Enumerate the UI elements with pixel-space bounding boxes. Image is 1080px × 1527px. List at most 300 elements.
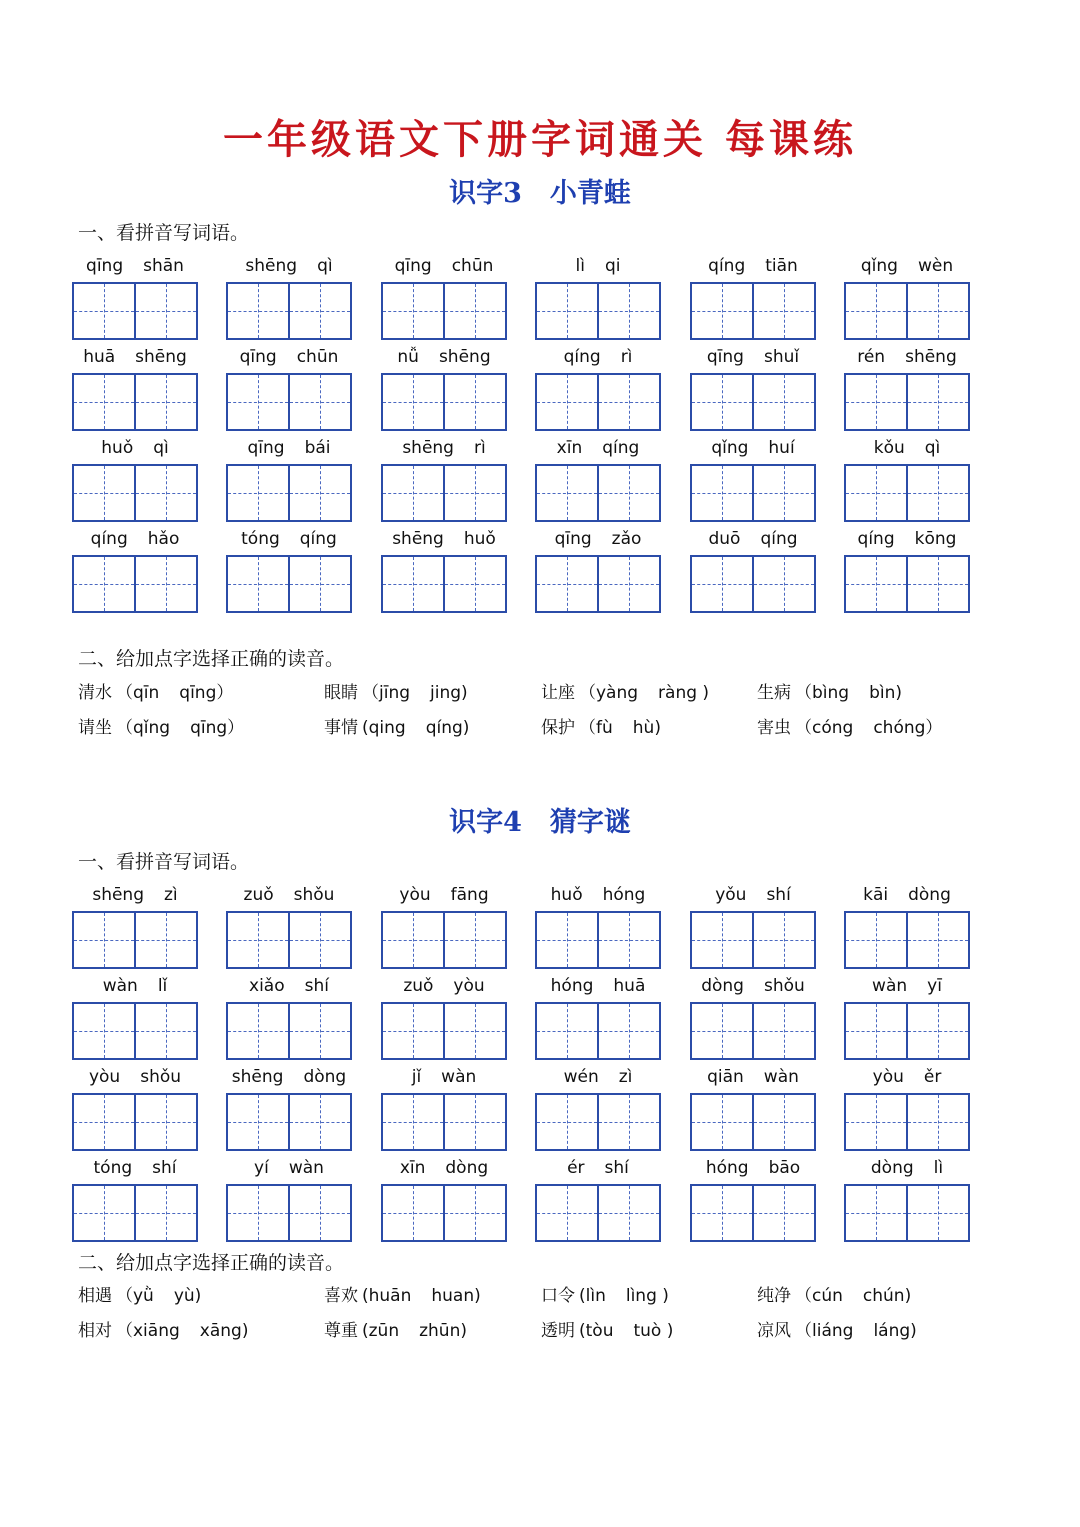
- writing-cell[interactable]: [597, 284, 659, 338]
- writing-cell[interactable]: [752, 284, 814, 338]
- pronunciation-option[interactable]: (qing: [362, 718, 406, 738]
- writing-cell[interactable]: [288, 1095, 350, 1149]
- writing-cell[interactable]: [134, 284, 196, 338]
- writing-cell[interactable]: [288, 284, 350, 338]
- word-item: [72, 253, 198, 339]
- pinyin-syllable: qīng: [554, 529, 592, 549]
- writing-cell[interactable]: [288, 1004, 350, 1058]
- writing-cell[interactable]: [537, 1004, 597, 1058]
- pinyin: [220, 882, 358, 908]
- reading-word: 让座: [541, 683, 575, 703]
- pinyin: [220, 973, 358, 999]
- writing-box[interactable]: [226, 373, 352, 431]
- reading-item: [324, 680, 468, 706]
- pronunciation-option[interactable]: qīng）: [179, 683, 234, 703]
- writing-cell[interactable]: [846, 557, 906, 611]
- writing-cell[interactable]: [383, 1186, 443, 1240]
- writing-cell[interactable]: [134, 557, 196, 611]
- writing-cell[interactable]: [74, 375, 134, 429]
- writing-cell[interactable]: [288, 913, 350, 967]
- writing-cell[interactable]: [597, 557, 659, 611]
- writing-box[interactable]: [844, 282, 970, 340]
- pinyin-syllable: dòng: [908, 885, 951, 905]
- section-heading-pinyin: 一、看拼音写词语。: [78, 222, 250, 244]
- pronunciation-option[interactable]: bìn): [869, 683, 903, 703]
- writing-box[interactable]: [690, 911, 816, 969]
- writing-cell[interactable]: [74, 557, 134, 611]
- writing-cell[interactable]: [443, 375, 505, 429]
- writing-cell[interactable]: [597, 1095, 659, 1149]
- writing-cell[interactable]: [134, 466, 196, 520]
- writing-cell[interactable]: [288, 557, 350, 611]
- reading-word: 尊重: [324, 1321, 358, 1341]
- writing-cell[interactable]: [846, 1186, 906, 1240]
- pinyin-syllable: nǚ: [397, 347, 419, 367]
- writing-cell[interactable]: [692, 1186, 752, 1240]
- reading-item: [757, 715, 942, 741]
- writing-cell[interactable]: [288, 1186, 350, 1240]
- writing-box[interactable]: [535, 1002, 661, 1060]
- pronunciation-option[interactable]: ràng ): [658, 683, 710, 703]
- pronunciation-option[interactable]: láng): [873, 1321, 917, 1341]
- word-item: [844, 1155, 970, 1241]
- writing-cell[interactable]: [906, 913, 968, 967]
- writing-cell[interactable]: [228, 1004, 288, 1058]
- word-item: [381, 435, 507, 521]
- writing-box[interactable]: [381, 464, 507, 522]
- writing-box[interactable]: [72, 282, 198, 340]
- writing-box[interactable]: [844, 1184, 970, 1242]
- pronunciation-option[interactable]: qīng）: [190, 718, 245, 738]
- word-item: [690, 435, 816, 521]
- pinyin: [529, 1155, 667, 1181]
- writing-cell[interactable]: [383, 1095, 443, 1149]
- pinyin: [220, 526, 358, 552]
- lesson-label: 识字4: [449, 807, 522, 838]
- writing-cell[interactable]: [846, 466, 906, 520]
- writing-cell[interactable]: [74, 1186, 134, 1240]
- pinyin-syllable: shēng: [92, 885, 144, 905]
- writing-box[interactable]: [690, 282, 816, 340]
- pinyin-syllable: qi: [604, 256, 621, 276]
- word-item: [690, 526, 816, 612]
- reading-item: [541, 1318, 673, 1344]
- writing-cell[interactable]: [134, 1004, 196, 1058]
- writing-cell[interactable]: [597, 1186, 659, 1240]
- writing-box[interactable]: [72, 464, 198, 522]
- writing-cell[interactable]: [906, 557, 968, 611]
- writing-cell[interactable]: [597, 913, 659, 967]
- pinyin-syllable: qíng: [760, 529, 798, 549]
- writing-cell[interactable]: [906, 1095, 968, 1149]
- word-item: [72, 973, 198, 1059]
- writing-cell[interactable]: [692, 466, 752, 520]
- pinyin: [684, 435, 822, 461]
- writing-cell[interactable]: [692, 1095, 752, 1149]
- pinyin-syllable: huā: [613, 976, 646, 996]
- writing-box[interactable]: [844, 464, 970, 522]
- pinyin-syllable: qì: [924, 438, 941, 458]
- pronunciation-option[interactable]: （qǐng: [116, 718, 171, 738]
- pinyin-syllable: kōng: [914, 529, 957, 549]
- writing-cell[interactable]: [752, 1186, 814, 1240]
- pinyin-syllable: shān: [143, 256, 184, 276]
- pinyin-syllable: qíng: [563, 347, 601, 367]
- writing-cell[interactable]: [597, 1004, 659, 1058]
- writing-cell[interactable]: [846, 375, 906, 429]
- writing-box[interactable]: [535, 1093, 661, 1151]
- pronunciation-option[interactable]: （yǜ: [116, 1286, 154, 1306]
- pronunciation-option[interactable]: (tòu: [579, 1321, 614, 1341]
- reading-item: [757, 680, 902, 706]
- pinyin-syllable: ěr: [923, 1067, 942, 1087]
- writing-cell[interactable]: [537, 466, 597, 520]
- writing-box[interactable]: [226, 911, 352, 969]
- writing-cell[interactable]: [692, 375, 752, 429]
- writing-cell[interactable]: [537, 284, 597, 338]
- pinyin-syllable: dòng: [445, 1158, 489, 1178]
- reading-word: 透明: [541, 1321, 575, 1341]
- pinyin-syllable: wén: [563, 1067, 599, 1087]
- writing-cell[interactable]: [443, 466, 505, 520]
- writing-cell[interactable]: [383, 466, 443, 520]
- writing-cell[interactable]: [228, 557, 288, 611]
- writing-box[interactable]: [226, 1184, 352, 1242]
- pronunciation-option[interactable]: （cún: [795, 1286, 843, 1306]
- writing-box[interactable]: [844, 1002, 970, 1060]
- pronunciation-option[interactable]: (zūn: [362, 1321, 400, 1341]
- pinyin-syllable: rì: [473, 438, 486, 458]
- writing-box[interactable]: [844, 911, 970, 969]
- writing-cell[interactable]: [228, 375, 288, 429]
- writing-cell[interactable]: [228, 1095, 288, 1149]
- pinyin: [838, 435, 976, 461]
- writing-cell[interactable]: [692, 557, 752, 611]
- writing-box[interactable]: [381, 911, 507, 969]
- word-item: [381, 1155, 507, 1241]
- word-item: [72, 526, 198, 612]
- word-item: [690, 973, 816, 1059]
- pinyin: [838, 253, 976, 279]
- pinyin-syllable: shí: [304, 976, 329, 996]
- writing-cell[interactable]: [906, 466, 968, 520]
- pinyin-syllable: huǒ: [550, 885, 583, 905]
- pinyin-syllable: wàn: [872, 976, 908, 996]
- pinyin-syllable: zuǒ: [243, 885, 274, 905]
- pronunciation-option[interactable]: qíng): [425, 718, 470, 738]
- pinyin-syllable: rén: [857, 347, 886, 367]
- reading-word: 纯净: [757, 1286, 791, 1306]
- pronunciation-option[interactable]: huan): [431, 1286, 481, 1306]
- pinyin: [838, 344, 976, 370]
- word-item: [535, 1064, 661, 1150]
- reading-word: 害虫: [757, 718, 791, 738]
- pinyin: [66, 973, 204, 999]
- writing-box[interactable]: [535, 1184, 661, 1242]
- word-item: [535, 435, 661, 521]
- pinyin-syllable: qíng: [90, 529, 128, 549]
- pronunciation-option[interactable]: (lìn: [579, 1286, 606, 1306]
- pinyin: [529, 1064, 667, 1090]
- writing-cell[interactable]: [537, 1095, 597, 1149]
- word-item: [535, 344, 661, 430]
- word-item: [844, 1064, 970, 1150]
- reading-word: 口令: [541, 1286, 575, 1306]
- reading-word: 眼睛: [324, 683, 358, 703]
- writing-cell[interactable]: [537, 913, 597, 967]
- pinyin-syllable: zì: [618, 1067, 633, 1087]
- word-item: [72, 344, 198, 430]
- writing-cell[interactable]: [752, 1004, 814, 1058]
- writing-cell[interactable]: [228, 913, 288, 967]
- writing-cell[interactable]: [443, 1004, 505, 1058]
- writing-box[interactable]: [535, 911, 661, 969]
- writing-box[interactable]: [381, 1093, 507, 1151]
- writing-cell[interactable]: [228, 284, 288, 338]
- pinyin-syllable: shí: [766, 885, 791, 905]
- pinyin: [220, 253, 358, 279]
- writing-cell[interactable]: [383, 375, 443, 429]
- writing-cell[interactable]: [443, 557, 505, 611]
- pinyin-syllable: qīng: [86, 256, 124, 276]
- pinyin-syllable: shǒu: [763, 976, 805, 996]
- lesson-name: 猜字谜: [549, 807, 631, 838]
- writing-cell[interactable]: [597, 466, 659, 520]
- writing-cell[interactable]: [134, 913, 196, 967]
- writing-cell[interactable]: [537, 1186, 597, 1240]
- writing-cell[interactable]: [846, 1004, 906, 1058]
- writing-cell[interactable]: [906, 284, 968, 338]
- pronunciation-option[interactable]: hù): [632, 718, 661, 738]
- writing-cell[interactable]: [228, 466, 288, 520]
- word-item: [226, 435, 352, 521]
- pinyin-syllable: qíng: [299, 529, 337, 549]
- writing-box[interactable]: [72, 373, 198, 431]
- pinyin-syllable: shēng: [905, 347, 957, 367]
- writing-cell[interactable]: [752, 466, 814, 520]
- pinyin: [220, 344, 358, 370]
- writing-box[interactable]: [381, 373, 507, 431]
- reading-word: 喜欢: [324, 1286, 358, 1306]
- pronunciation-option[interactable]: yù): [173, 1286, 202, 1306]
- writing-cell[interactable]: [383, 1004, 443, 1058]
- word-item: [226, 344, 352, 430]
- writing-box[interactable]: [226, 1093, 352, 1151]
- pronunciation-option[interactable]: xāng): [199, 1321, 249, 1341]
- pinyin-syllable: yī: [927, 976, 942, 996]
- pinyin-syllable: qì: [317, 256, 333, 276]
- writing-box[interactable]: [381, 555, 507, 613]
- pinyin-syllable: shuǐ: [763, 347, 800, 367]
- writing-cell[interactable]: [752, 375, 814, 429]
- pronunciation-option[interactable]: （yàng: [579, 683, 639, 703]
- pinyin-syllable: bái: [304, 438, 331, 458]
- writing-cell[interactable]: [906, 1004, 968, 1058]
- writing-box[interactable]: [381, 1184, 507, 1242]
- pronunciation-option[interactable]: （xiāng: [116, 1321, 180, 1341]
- pinyin-syllable: qīng: [247, 438, 285, 458]
- pinyin: [375, 435, 513, 461]
- writing-cell[interactable]: [537, 557, 597, 611]
- writing-box[interactable]: [381, 1002, 507, 1060]
- reading-word: 凉风: [757, 1321, 791, 1341]
- writing-cell[interactable]: [383, 284, 443, 338]
- pinyin-syllable: ér: [567, 1158, 585, 1178]
- writing-cell[interactable]: [597, 375, 659, 429]
- pinyin-syllable: wàn: [441, 1067, 477, 1087]
- writing-cell[interactable]: [288, 466, 350, 520]
- pinyin-syllable: yòu: [399, 885, 431, 905]
- writing-cell[interactable]: [443, 1186, 505, 1240]
- pinyin: [66, 435, 204, 461]
- writing-cell[interactable]: [383, 557, 443, 611]
- lesson-title: [0, 176, 1080, 212]
- writing-cell[interactable]: [74, 284, 134, 338]
- pronunciation-option[interactable]: chún): [862, 1286, 912, 1306]
- writing-cell[interactable]: [288, 375, 350, 429]
- writing-box[interactable]: [226, 1002, 352, 1060]
- pronunciation-option[interactable]: chóng）: [873, 718, 943, 738]
- writing-box[interactable]: [535, 555, 661, 613]
- writing-cell[interactable]: [74, 1095, 134, 1149]
- writing-box[interactable]: [72, 1002, 198, 1060]
- pinyin-syllable: shēng: [245, 256, 298, 276]
- writing-cell[interactable]: [752, 557, 814, 611]
- writing-cell[interactable]: [692, 913, 752, 967]
- word-item: [535, 526, 661, 612]
- pinyin: [66, 1064, 204, 1090]
- pinyin: [684, 526, 822, 552]
- pronunciation-option[interactable]: tuò ): [633, 1321, 674, 1341]
- writing-box[interactable]: [844, 1093, 970, 1151]
- word-item: [844, 344, 970, 430]
- writing-box[interactable]: [844, 555, 970, 613]
- writing-cell[interactable]: [537, 375, 597, 429]
- pinyin: [375, 973, 513, 999]
- pinyin-syllable: shǒu: [293, 885, 335, 905]
- word-item: [535, 1155, 661, 1241]
- writing-cell[interactable]: [134, 375, 196, 429]
- writing-box[interactable]: [72, 555, 198, 613]
- writing-box[interactable]: [690, 1002, 816, 1060]
- word-item: [690, 253, 816, 339]
- writing-box[interactable]: [690, 555, 816, 613]
- pronunciation-option[interactable]: （liáng: [795, 1321, 854, 1341]
- writing-cell[interactable]: [134, 1095, 196, 1149]
- pronunciation-option[interactable]: zhūn): [419, 1321, 467, 1341]
- pinyin-syllable: zuǒ: [403, 976, 434, 996]
- reading-item: [324, 1318, 467, 1344]
- writing-box[interactable]: [72, 1093, 198, 1151]
- writing-cell[interactable]: [906, 375, 968, 429]
- writing-box[interactable]: [690, 1093, 816, 1151]
- reading-word: 相遇: [78, 1286, 112, 1306]
- lesson-name: 小青蛙: [549, 178, 631, 209]
- writing-box[interactable]: [690, 464, 816, 522]
- writing-cell[interactable]: [846, 1095, 906, 1149]
- writing-cell[interactable]: [906, 1186, 968, 1240]
- writing-cell[interactable]: [443, 913, 505, 967]
- writing-box[interactable]: [535, 282, 661, 340]
- writing-box[interactable]: [381, 282, 507, 340]
- pronunciation-option[interactable]: （jīng: [362, 683, 411, 703]
- pinyin-syllable: xiǎo: [249, 976, 285, 996]
- word-item: [535, 253, 661, 339]
- pinyin-syllable: kāi: [863, 885, 889, 905]
- writing-cell[interactable]: [692, 284, 752, 338]
- word-item: [690, 1064, 816, 1150]
- reading-word: 保护: [541, 718, 575, 738]
- word-item: [72, 1155, 198, 1241]
- writing-box[interactable]: [226, 555, 352, 613]
- word-item: [381, 253, 507, 339]
- writing-cell[interactable]: [443, 284, 505, 338]
- word-item: [226, 526, 352, 612]
- writing-box[interactable]: [72, 911, 198, 969]
- pronunciation-option[interactable]: jing): [430, 683, 468, 703]
- writing-cell[interactable]: [846, 284, 906, 338]
- word-item: [844, 882, 970, 968]
- reading-word: 生病: [757, 683, 791, 703]
- pinyin: [66, 526, 204, 552]
- writing-box[interactable]: [690, 373, 816, 431]
- pronunciation-option[interactable]: (huān: [362, 1286, 412, 1306]
- pinyin-syllable: fāng: [450, 885, 489, 905]
- writing-cell[interactable]: [752, 1095, 814, 1149]
- writing-box[interactable]: [690, 1184, 816, 1242]
- pinyin: [66, 344, 204, 370]
- pinyin-syllable: shǒu: [140, 1067, 182, 1087]
- writing-cell[interactable]: [383, 913, 443, 967]
- pinyin-syllable: shēng: [402, 438, 454, 458]
- reading-item: [78, 1283, 201, 1309]
- writing-cell[interactable]: [443, 1095, 505, 1149]
- pinyin-syllable: jǐ: [411, 1067, 422, 1087]
- pinyin-syllable: yǒu: [715, 885, 747, 905]
- writing-cell[interactable]: [846, 913, 906, 967]
- pinyin: [684, 882, 822, 908]
- pinyin-syllable: hǎo: [147, 529, 180, 549]
- writing-cell[interactable]: [74, 1004, 134, 1058]
- writing-box[interactable]: [72, 1184, 198, 1242]
- pronunciation-option[interactable]: （cóng: [795, 718, 854, 738]
- pronunciation-option[interactable]: （qīn: [116, 683, 160, 703]
- pinyin-syllable: dòng: [701, 976, 744, 996]
- writing-box[interactable]: [535, 373, 661, 431]
- pinyin: [66, 882, 204, 908]
- word-item: [690, 1155, 816, 1241]
- writing-cell[interactable]: [134, 1186, 196, 1240]
- writing-box[interactable]: [226, 464, 352, 522]
- writing-box[interactable]: [535, 464, 661, 522]
- writing-cell[interactable]: [752, 913, 814, 967]
- pronunciation-option[interactable]: （fù: [579, 718, 613, 738]
- writing-cell[interactable]: [228, 1186, 288, 1240]
- pinyin: [684, 253, 822, 279]
- writing-cell[interactable]: [74, 913, 134, 967]
- pronunciation-option[interactable]: lìng ): [625, 1286, 669, 1306]
- writing-cell[interactable]: [74, 466, 134, 520]
- pronunciation-option[interactable]: （bìng: [795, 683, 850, 703]
- word-item: [381, 973, 507, 1059]
- pinyin: [375, 1064, 513, 1090]
- pinyin: [529, 882, 667, 908]
- writing-cell[interactable]: [692, 1004, 752, 1058]
- pinyin-syllable: qǐng: [711, 438, 749, 458]
- page-title: 一年级语文下册字词通关 每课练: [223, 116, 857, 163]
- writing-box[interactable]: [844, 373, 970, 431]
- writing-box[interactable]: [226, 282, 352, 340]
